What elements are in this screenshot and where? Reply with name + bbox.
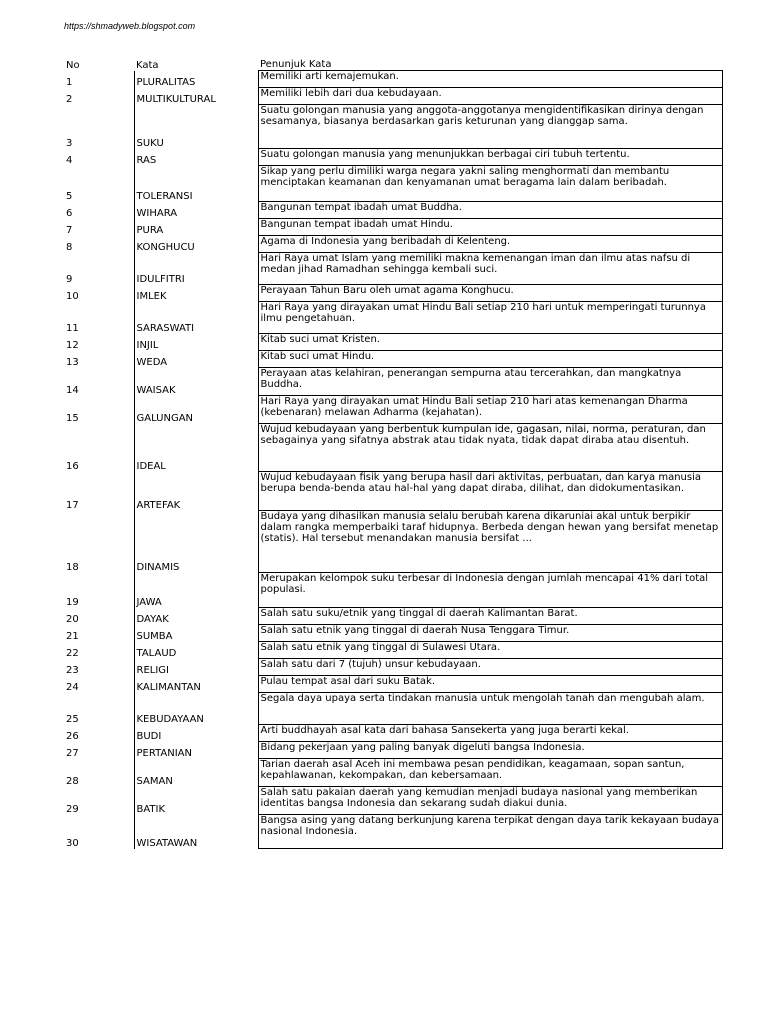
row-word: SAMAN (134, 759, 258, 787)
row-word: DINAMIS (134, 511, 258, 573)
row-clue: Hari Raya yang dirayakan umat Hindu Bali setiap 210 hari untuk memperingati turunnya ilmu pengetahuan. (258, 302, 722, 334)
row-number: 22 (66, 647, 79, 659)
table-row (64, 351, 722, 368)
row-clue: Memiliki arti kemajemukan. (258, 71, 722, 88)
row-clue: Perayaan atas kelahiran, penerangan sempurna atau tercerahkan, dan mangkatnya Buddha. (258, 368, 722, 396)
table-row (64, 659, 722, 676)
row-number: 5 (66, 190, 73, 202)
table-row (64, 472, 722, 511)
row-number: 18 (66, 561, 79, 573)
row-clue: Arti buddhayah asal kata dari bahasa Sansekerta yang juga berarti kekal. (258, 725, 722, 742)
table-row (64, 608, 722, 625)
row-number: 27 (66, 747, 79, 759)
row-clue: Memiliki lebih dari dua kebudayaan. (258, 88, 722, 105)
source-url: https://shmadyweb.blogspot.com (64, 21, 196, 31)
table-row (64, 642, 722, 659)
table-body (64, 71, 722, 849)
row-number: 16 (66, 460, 79, 472)
table-row (64, 253, 722, 285)
row-clue: Perayaan Tahun Baru oleh umat agama Konghucu. (258, 285, 722, 302)
row-word: KONGHUCU (134, 236, 258, 253)
row-clue: Segala daya upaya serta tindakan manusia untuk mengolah tanah dan mengubah alam. (258, 693, 722, 725)
row-number: 25 (66, 713, 79, 725)
row-clue: Wujud kebudayaan yang berbentuk kumpulan ide, gagasan, nilai, norma, peraturan, dan sebagainya yang sifatnya abstrak atau tidak nyata, tidak dapat diraba atau disentuh. (258, 424, 722, 472)
row-word: KALIMANTAN (134, 676, 258, 693)
row-clue: Sikap yang perlu dimiliki warga negara yakni saling menghormati dan membantu menciptakan keamanan dan kenyamanan umat beragama lain dalam beribadah. (258, 166, 722, 202)
row-word: RELIGI (134, 659, 258, 676)
row-clue: Kitab suci umat Hindu. (258, 351, 722, 368)
table-row (64, 166, 722, 202)
row-word: INJIL (134, 334, 258, 351)
table-header-row (64, 56, 722, 71)
table-row (64, 511, 722, 573)
row-word: GALUNGAN (134, 396, 258, 424)
row-number: 28 (66, 775, 79, 787)
table-row (64, 105, 722, 149)
row-number: 19 (66, 596, 79, 608)
row-number: 12 (66, 339, 79, 351)
table-row (64, 787, 722, 815)
row-word: WEDA (134, 351, 258, 368)
row-clue: Bangunan tempat ibadah umat Buddha. (258, 202, 722, 219)
row-word: IMLEK (134, 285, 258, 302)
row-word: ARTEFAK (134, 472, 258, 511)
row-number: 23 (66, 664, 79, 676)
row-word: BATIK (134, 787, 258, 815)
row-number: 29 (66, 803, 79, 815)
row-number: 3 (66, 137, 73, 149)
table-row (64, 236, 722, 253)
row-number: 26 (66, 730, 79, 742)
row-number: 21 (66, 630, 79, 642)
table-row (64, 202, 722, 219)
table-row (64, 219, 722, 236)
table-row (64, 334, 722, 351)
row-word: RAS (134, 149, 258, 166)
row-clue: Suatu golongan manusia yang anggota-anggotanya mengidentifikasikan dirinya dengan sesamanya, biasanya berdasarkan garis keturunan yang dianggap sama. (258, 105, 722, 149)
row-number: 7 (66, 224, 73, 236)
row-word: SUKU (134, 105, 258, 149)
row-number: 9 (66, 273, 73, 285)
header-kata: Kata (136, 59, 159, 71)
header-penunjuk-kata: Penunjuk Kata (258, 56, 722, 71)
row-number: 6 (66, 207, 73, 219)
table-row (64, 759, 722, 787)
row-clue: Salah satu etnik yang tinggal di Sulawesi Utara. (258, 642, 722, 659)
table-row (64, 71, 722, 88)
table-row (64, 742, 722, 759)
table-row (64, 573, 722, 608)
row-number: 4 (66, 154, 73, 166)
row-number: 10 (66, 290, 79, 302)
table-row (64, 676, 722, 693)
word-clue-table (64, 56, 723, 849)
row-word: KEBUDAYAAN (134, 693, 258, 725)
row-clue: Budaya yang dihasilkan manusia selalu berubah karena dikaruniai akal untuk berpikir dalam rangka memperbaiki taraf hidupnya. Berbeda dengan hewan yang bersifat menetap (statis). Hal tersebut menandakan manusia bersifat ... (258, 511, 722, 573)
table-row (64, 424, 722, 472)
row-word: JAWA (134, 573, 258, 608)
row-word: IDEAL (134, 424, 258, 472)
row-word: PURA (134, 219, 258, 236)
row-word: SARASWATI (134, 302, 258, 334)
row-number: 13 (66, 356, 79, 368)
table-row (64, 725, 722, 742)
table-row (64, 149, 722, 166)
row-word: BUDI (134, 725, 258, 742)
row-number: 1 (66, 76, 73, 88)
row-word: WIHARA (134, 202, 258, 219)
row-clue: Agama di Indonesia yang beribadah di Kelenteng. (258, 236, 722, 253)
row-clue: Salah satu etnik yang tinggal di daerah Nusa Tenggara Timur. (258, 625, 722, 642)
row-word: PERTANIAN (134, 742, 258, 759)
row-number: 14 (66, 384, 79, 396)
table-row (64, 625, 722, 642)
row-word: WISATAWAN (134, 815, 258, 849)
row-number: 17 (66, 499, 79, 511)
row-number: 20 (66, 613, 79, 625)
row-word: SUMBA (134, 625, 258, 642)
row-word: TALAUD (134, 642, 258, 659)
row-clue: Salah satu dari 7 (tujuh) unsur kebudayaan. (258, 659, 722, 676)
row-number: 8 (66, 241, 73, 253)
row-clue: Wujud kebudayaan fisik yang berupa hasil dari aktivitas, perbuatan, dan karya manusia berupa benda-benda atau hal-hal yang dapat diraba, dilihat, dan didokumentasikan. (258, 472, 722, 511)
row-word: MULTIKULTURAL (134, 88, 258, 105)
row-clue: Merupakan kelompok suku terbesar di Indonesia dengan jumlah mencapai 41% dari total populasi. (258, 573, 722, 608)
row-clue: Suatu golongan manusia yang menunjukkan berbagai ciri tubuh tertentu. (258, 149, 722, 166)
row-clue: Salah satu suku/etnik yang tinggal di daerah Kalimantan Barat. (258, 608, 722, 625)
row-word: PLURALITAS (134, 71, 258, 88)
table-row (64, 302, 722, 334)
row-clue: Tarian daerah asal Aceh ini membawa pesan pendidikan, keagamaan, sopan santun, kepahlawanan, kekompakan, dan kebersamaan. (258, 759, 722, 787)
row-clue: Hari Raya yang dirayakan umat Hindu Bali setiap 210 hari atas kemenangan Dharma (kebenaran) melawan Adharma (kejahatan). (258, 396, 722, 424)
row-word: TOLERANSI (134, 166, 258, 202)
row-clue: Kitab suci umat Kristen. (258, 334, 722, 351)
row-clue: Bangunan tempat ibadah umat Hindu. (258, 219, 722, 236)
row-number: 24 (66, 681, 79, 693)
row-number: 2 (66, 93, 73, 105)
table-row (64, 285, 722, 302)
row-word: WAISAK (134, 368, 258, 396)
row-word: DAYAK (134, 608, 258, 625)
table-row (64, 368, 722, 396)
row-number: 15 (66, 412, 79, 424)
row-clue: Bidang pekerjaan yang paling banyak digeluti bangsa Indonesia. (258, 742, 722, 759)
row-word: IDULFITRI (134, 253, 258, 285)
table-row (64, 693, 722, 725)
table-row (64, 88, 722, 105)
row-number: 11 (66, 322, 79, 334)
row-clue: Pulau tempat asal dari suku Batak. (258, 676, 722, 693)
row-clue: Hari Raya umat Islam yang memiliki makna kemenangan iman dan ilmu atas nafsu di medan jihad Ramadhan sehingga kembali suci. (258, 253, 722, 285)
header-no: No (66, 59, 80, 71)
table-row (64, 396, 722, 424)
row-number: 30 (66, 837, 79, 849)
row-clue: Salah satu pakaian daerah yang kemudian menjadi budaya nasional yang memberikan identitas bangsa Indonesia dan sekarang sudah diakui dunia. (258, 787, 722, 815)
table-row (64, 815, 722, 849)
row-clue: Bangsa asing yang datang berkunjung karena terpikat dengan daya tarik kekayaan budaya nasional Indonesia. (258, 815, 722, 849)
